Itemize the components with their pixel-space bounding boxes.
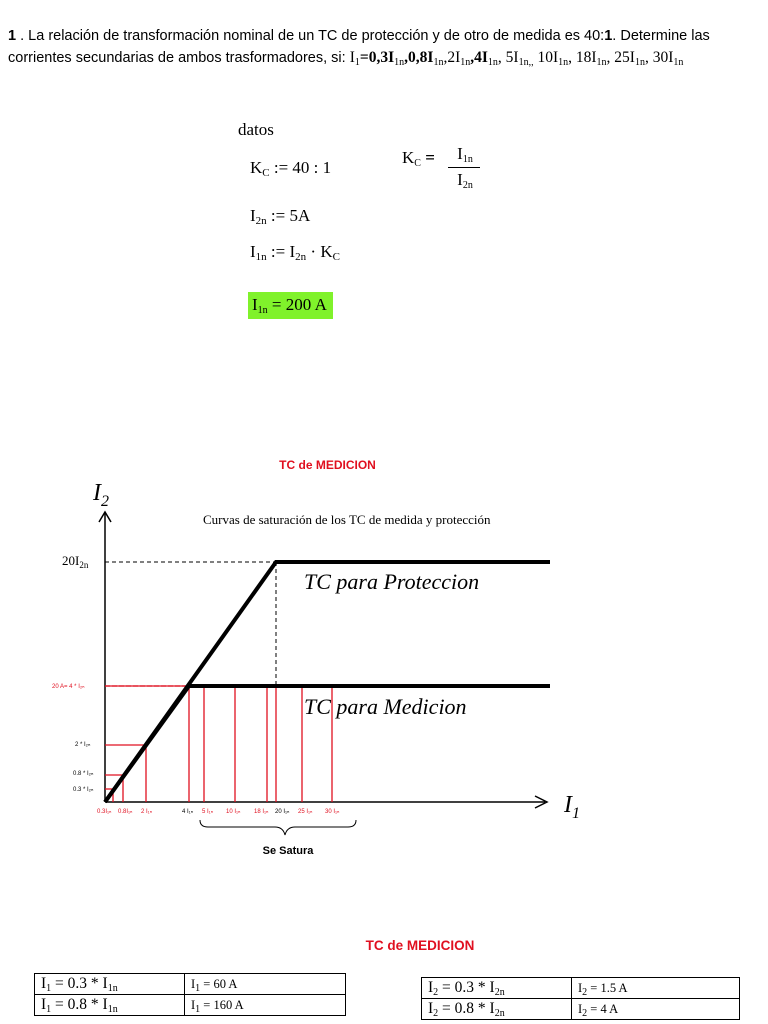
problem-text-b: . Determine las <box>612 28 710 44</box>
x-tick-label-10: 10 I₁ₙ <box>226 809 241 815</box>
i2n-definition: $I_{2n}$ := 5A <box>250 206 311 227</box>
table-secondary-currents <box>421 977 740 1020</box>
x-tick-label-2: 2 I₁ₙ <box>141 809 153 815</box>
saturation-chart <box>40 470 600 865</box>
y-tick-label-03: 0.3 * I₂ₙ <box>73 787 94 793</box>
x-axis-label: $I_1$ <box>564 792 580 822</box>
y-axis-label: $I_2$ <box>93 480 109 510</box>
saturation-brace <box>200 820 356 835</box>
table-cell-equation: $I_2 = 0.3 * I_{2n}$ <box>422 978 572 999</box>
i1n-definition: $I_{1n}$ := $I_{2n} \cdot K_C$ <box>250 242 340 263</box>
brace-label: Se Satura <box>262 845 314 857</box>
curves <box>105 562 550 802</box>
fraction-bar <box>448 167 480 168</box>
series-label-proteccion: TC para Proteccion <box>304 569 480 594</box>
table-primary-currents <box>34 973 346 1016</box>
x-tick-label-25: 25 I₁ₙ <box>298 809 313 815</box>
y-tick-label-2: 2 * I₂ₙ <box>75 742 91 748</box>
kc-numerator: $I_{1n}$ <box>457 144 473 165</box>
table-cell-result: $I_2 = 4$ A <box>572 999 740 1020</box>
kc-denominator: $I_{2n}$ <box>457 170 473 191</box>
chart-inner-title: Curvas de saturación de los TC de medida y protección <box>203 512 491 527</box>
current-list: $I_1=0,3I_{1n},0,8I_{1n},2I_{1n},4I_{1n}$, $5I_{1n,,}$ $10I_{1n}$, $18I_{1n}$, $25I_{1n}$, $30I_{1n}$ <box>349 49 684 68</box>
table-cell-result: $I_1 = 60$ A <box>185 974 346 995</box>
i1n-result: $I_{1n} = 200$ A <box>248 292 333 319</box>
y-level-top-label: $20I_{2n}$ <box>62 553 89 570</box>
table-cell-result: $I_2 = 1.5$ A <box>572 978 740 999</box>
y-tick-label-4: 20 A= 4 * I₂ₙ <box>52 684 85 690</box>
table-cell-result: $I_1 = 160$ A <box>185 995 346 1016</box>
x-tick-label-30: 30 I₁ₙ <box>325 809 340 815</box>
x-tick-label-03: 0.3I₁ₙ <box>97 809 112 815</box>
x-tick-label-18: 18 I₁ₙ <box>254 809 269 815</box>
problem-statement <box>8 26 764 69</box>
problem-ratio: 1 <box>604 28 613 44</box>
problem-text-a: . La relación de transformación nominal de un TC de protección y de otro de medida es 40: <box>16 28 605 44</box>
table-row <box>422 978 740 999</box>
x-tick-label-4: 4 I₁ₙ <box>182 809 194 815</box>
kc-formula: $K_C$ = $I_{1n}$ $I_{2n}$ <box>402 148 435 168</box>
x-tick-label-20: 20 I₁ₙ <box>275 809 290 815</box>
table-row <box>35 995 346 1016</box>
table-row <box>422 999 740 1020</box>
table-title: TC de MEDICION <box>365 938 475 953</box>
kc-definition: $K_C$ := 40 : 1 <box>250 158 332 179</box>
problem-line-1 <box>8 26 764 47</box>
problem-line2-text: corrientes secundarias de ambos trasformadores, si: <box>8 50 350 66</box>
table-cell-equation: $I_1 = 0.3 * I_{1n}$ <box>35 974 185 995</box>
y-tick-label-08: 0.8 * I₂ₙ <box>73 771 94 777</box>
datos-heading: datos <box>238 120 274 139</box>
datos-block <box>232 118 532 338</box>
table-cell-equation: $I_2 = 0.8 * I_{2n}$ <box>422 999 572 1020</box>
chart-title: TC de MEDICION <box>279 458 376 472</box>
x-tick-label-08: 0.8I₁ₙ <box>118 809 133 815</box>
series-label-medicion: TC para Medicion <box>304 694 467 719</box>
table-cell-equation: $I_1 = 0.8 * I_{1n}$ <box>35 995 185 1016</box>
x-tick-label-5: 5 I₁ₙ <box>202 809 214 815</box>
problem-number: 1 <box>8 28 17 44</box>
measurement-projections <box>105 686 332 802</box>
curve-proteccion <box>105 562 550 802</box>
problem-line-2 <box>8 47 764 69</box>
table-row <box>35 974 346 995</box>
